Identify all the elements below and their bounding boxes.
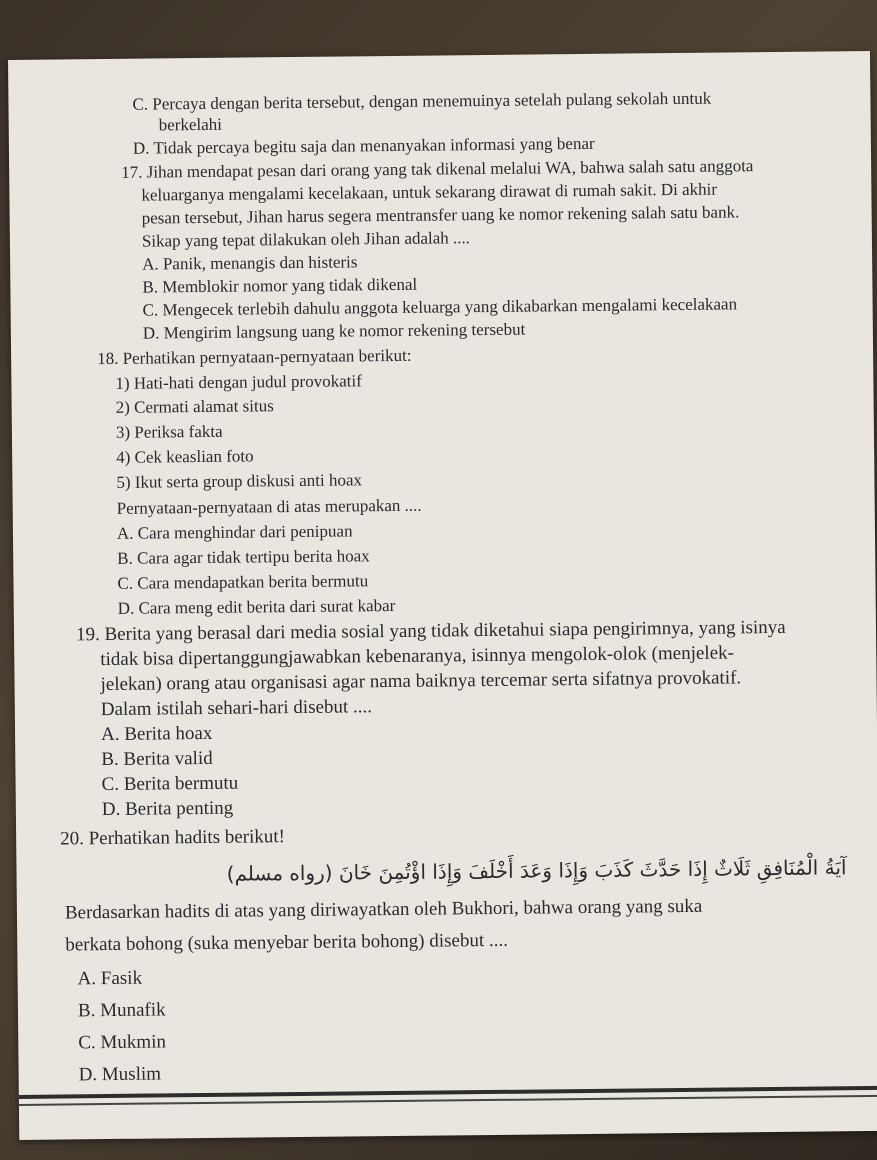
q16-option-d: D. Tidak percaya begitu saja dan menanyakan informasi yang benar [132, 133, 595, 158]
q20-option-b: B. Munafik [77, 999, 166, 1022]
q19-stem-line2: tidak bisa dipertanggungjawabkan kebenaranya, isinnya mengolok-olok (menjelek- [100, 642, 735, 671]
q17-option-a: A. Panik, menangis dan histeris [142, 252, 358, 274]
q20-question-line1: Berdasarkan hadits di atas yang diriwayatkan oleh Bukhori, bahwa orang yang suka [64, 895, 703, 924]
q20-option-d: D. Muslim [78, 1063, 162, 1086]
q17-stem-line1: 17. Jihan mendapat pesan dari orang yang tak dikenal melalui WA, bahwa salah satu anggota [121, 156, 754, 182]
q18-statement-5: 5) Ikut serta group diskusi anti hoax [116, 470, 363, 492]
worksheet-page [8, 51, 877, 1140]
q18-statement-1: 1) Hati-hati dengan judul provokatif [115, 371, 362, 393]
q19-stem-line4: Dalam istilah sehari-hari disebut .... [100, 696, 373, 721]
q18-option-b: B. Cara agar tidak tertipu berita hoax [117, 546, 370, 568]
q17-stem-line3: pesan tersebut, Jihan harus segera mentransfer uang ke nomor rekening salah satu bank. [141, 202, 740, 228]
q19-option-c: C. Berita bermutu [101, 772, 239, 796]
q19-stem-line3: jelekan) orang atau organisasi agar nama baiknya tercemar serta sifatnya provokatif. [100, 667, 742, 696]
q20-question-line2: berkata bohong (suka menyebar berita bohong) disebut .... [65, 929, 509, 956]
q17-option-d: D. Mengirim langsung uang ke nomor rekening tersebut [142, 319, 526, 343]
q18-option-d: D. Cara meng edit berita dari surat kabar [117, 595, 396, 618]
q18-statement-4: 4) Cek keaslian foto [116, 446, 254, 467]
q20-stem: 20. Perhatikan hadits berikut! [60, 826, 286, 850]
q20-option-c: C. Mukmin [78, 1031, 167, 1054]
q19-stem-line1: 19. Berita yang berasal dari media sosial yang tidak diketahui siapa pengirimnya, yang isinya [75, 616, 786, 646]
q19-option-b: B. Berita valid [101, 747, 213, 771]
q16-option-c: C. Percaya dengan berita tersebut, dengan menemuinya setelah pulang sekolah untuk [132, 88, 712, 114]
q20-option-a: A. Fasik [77, 967, 143, 990]
q18-statement-3: 3) Periksa fakta [115, 421, 223, 442]
q17-option-b: B. Memblokir nomor yang tidak dikenal [142, 274, 418, 297]
q18-question: Pernyataan-pernyataan di atas merupakan .... [116, 495, 422, 518]
q18-option-c: C. Cara mendapatkan berita bermutu [117, 571, 369, 593]
q17-option-c: C. Mengecek terlebih dahulu anggota keluarga yang dikabarkan mengalami kecelakaan [142, 294, 738, 320]
questions-content [60, 87, 847, 1086]
q18-option-a: A. Cara menghindar dari penipuan [116, 521, 353, 543]
q19-option-d: D. Berita penting [101, 797, 234, 821]
q18-statement-2: 2) Cermati alamat situs [115, 396, 274, 417]
q17-stem-line2: keluarganya mengalami kecelakaan, untuk sekarang dirawat di rumah sakit. Di akhir [141, 179, 718, 205]
q18-stem: 18. Perhatikan pernyataan-pernyataan berikut: [97, 345, 412, 369]
q17-stem-line4: Sikap yang tepat dilakukan oleh Jihan adalah .... [141, 228, 471, 251]
q19-option-a: A. Berita hoax [100, 722, 213, 746]
q16-option-c-cont: berkelahi [158, 114, 223, 135]
q20-hadith-arabic: آيَةُ الْمُنَافِقِ ثَلَاثٌ إِذَا حَدَّثَ كَذَبَ وَإِذَا وَعَدَ أَخْلَفَ وَإِذَا اؤْتُمِنَ خَانَ (رواه مسلم) [226, 855, 847, 886]
